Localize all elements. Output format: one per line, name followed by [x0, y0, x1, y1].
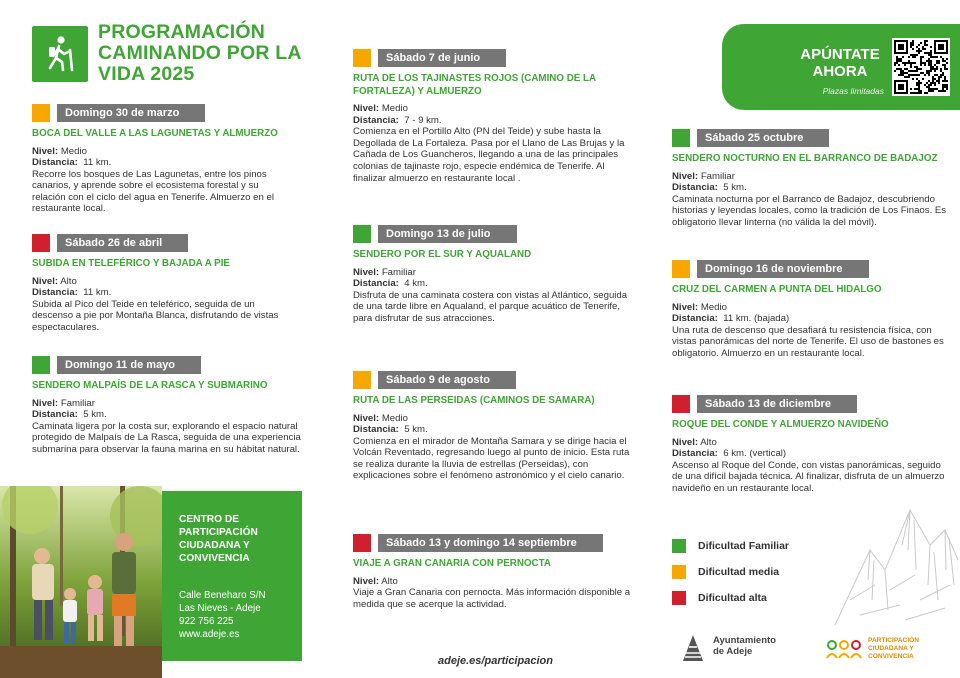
level-value: Alto — [700, 436, 717, 448]
participacion-line-1: PARTICIPACIÓN — [868, 637, 920, 644]
distance-value: 11 km. (bajada) — [723, 313, 790, 325]
distance-value: 5 km. — [83, 409, 107, 421]
distance-label: Distancia: — [32, 287, 78, 299]
event-card — [672, 128, 948, 228]
difficulty-marker — [353, 371, 371, 389]
distance-value: 5 km. — [404, 424, 428, 436]
signup-line-1: APÚNTATE — [800, 46, 880, 63]
event-description: Una ruta de descenso que desafiará tu resistencia física, con vistas panorámicas del norte de Tenerife. El uso de bastones es obligatorio. Almuerzo en un restaurante local. — [672, 324, 944, 359]
event-distance — [32, 287, 294, 299]
qr-code[interactable] — [892, 38, 950, 96]
legend-label: Dificultad Familiar — [698, 540, 790, 552]
event-description: Caminata ligera por la costa sur, explorando el espacio natural protegido de Malpaís de La Rasca, seguida de una experiencia submarina para observar la fauna marina en su hábitat natural. — [32, 420, 301, 455]
centro-heading-line: CENTRO DE — [179, 514, 239, 525]
event-card — [32, 355, 304, 455]
event-level — [353, 576, 635, 588]
level-label: Nivel: — [353, 266, 380, 278]
event-title: RUTA DE LOS TAJINASTES ROJOS (CAMINO DE LA FORTALEZA) Y ALMUERZO — [353, 73, 596, 97]
distance-label: Distancia: — [32, 157, 78, 169]
signup-note: Plazas limitadas — [822, 86, 884, 96]
centro-box — [162, 491, 302, 661]
event-description: Disfruta de una caminata costera con vistas al Atlántico, seguida de una tarde libre en Aqualand, el parque acuático de Tenerife, para disfrutar de sus atracciones. — [353, 289, 628, 324]
signup-banner[interactable] — [722, 24, 960, 110]
difficulty-marker — [353, 49, 371, 67]
event-level — [672, 302, 948, 314]
event-title: SUBIDA EN TELEFÉRICO Y BAJADA A PIE — [32, 258, 230, 269]
event-level — [672, 171, 948, 183]
event-title: BOCA DEL VALLE A LAS LAGUNETAS Y ALMUERZO — [32, 128, 278, 139]
legend-item — [672, 539, 789, 553]
event-level — [353, 413, 635, 425]
event-distance — [32, 409, 304, 421]
event-card — [672, 259, 948, 359]
distance-label: Distancia: — [353, 114, 399, 126]
difficulty-marker — [32, 356, 50, 374]
event-distance — [353, 278, 635, 290]
event-date: Sábado 9 de agosto — [378, 371, 516, 389]
event-level — [32, 146, 294, 158]
legend-swatch — [672, 539, 686, 553]
ayuntamiento-line-2: de Adeje — [713, 646, 753, 657]
event-date: Sábado 7 de junio — [378, 49, 506, 67]
event-date: Domingo 16 de noviembre — [697, 260, 869, 278]
participacion-line-3: CONVIVENCIA — [868, 653, 914, 660]
level-label: Nivel: — [32, 275, 59, 287]
level-label: Nivel: — [672, 301, 699, 313]
event-description: Caminata nocturna por el Barranco de Badajoz, descubriendo historias y leyendas locales, como la tradición de Los Finaos. Es obligatorio llevar linterna (no válida la del móvil). — [672, 193, 947, 228]
event-level — [672, 437, 948, 449]
legend-item — [672, 565, 779, 579]
level-value: Medio — [700, 301, 727, 313]
level-value: Medio — [60, 145, 87, 157]
event-title: SENDERO MALPAÍS DE LA RASCA Y SUBMARINO — [32, 380, 268, 391]
distance-label: Distancia: — [672, 313, 718, 325]
event-distance — [353, 115, 635, 127]
event-distance — [353, 424, 635, 436]
difficulty-marker — [672, 395, 690, 413]
event-date: Domingo 13 de julio — [378, 225, 517, 243]
level-label: Nivel: — [672, 170, 699, 182]
level-value: Alto — [60, 275, 77, 287]
event-date: Domingo 30 de marzo — [57, 104, 205, 122]
distance-label: Distancia: — [32, 409, 78, 421]
level-value: Medio — [381, 412, 408, 424]
ayuntamiento-logo — [681, 631, 801, 665]
level-label: Nivel: — [353, 103, 380, 114]
event-distance — [32, 157, 294, 169]
event-level — [32, 398, 304, 410]
centro-heading — [179, 513, 258, 565]
difficulty-marker — [353, 534, 371, 552]
event-title: SENDERO NOCTURNO EN EL BARRANCO DE BADAJOZ — [672, 153, 938, 164]
event-date: Sábado 13 de diciembre — [697, 395, 857, 413]
difficulty-marker — [353, 225, 371, 243]
participacion-icon — [826, 638, 862, 662]
event-date: Sábado 13 y domingo 14 septiembre — [378, 534, 603, 552]
centro-address-line: Las Nieves - Adeje — [179, 603, 261, 614]
distance-value: 6 km. (vertical) — [723, 448, 787, 460]
legend-item — [672, 591, 767, 605]
centro-address-line: 922 756 225 — [179, 616, 234, 627]
level-value: Familiar — [381, 266, 416, 278]
distance-value: 5 km. — [723, 182, 747, 194]
event-card — [353, 533, 635, 610]
participacion-logo — [826, 636, 960, 666]
centro-heading-line: PARTICIPACIÓN — [179, 527, 258, 538]
event-date: Domingo 11 de mayo — [57, 356, 201, 374]
difficulty-marker — [32, 234, 50, 252]
legend-label: Dificultad alta — [698, 592, 767, 604]
event-card — [353, 48, 635, 184]
event-distance — [672, 313, 948, 325]
event-card — [353, 224, 635, 324]
event-card — [32, 103, 294, 215]
event-title: ROQUE DEL CONDE Y ALMUERZO NAVIDEÑO — [672, 419, 889, 430]
level-value: Familiar — [700, 170, 735, 182]
event-description: Subida al Pico del Teide en teleférico, seguida de un descenso a pie por Montaña Blanca, disfrutando de vistas espectaculares. — [32, 298, 279, 333]
event-level — [353, 103, 635, 115]
hikers-photo — [0, 486, 162, 678]
level-label: Nivel: — [353, 575, 380, 587]
ayuntamiento-line-1: Ayuntamiento — [713, 635, 776, 646]
event-level — [32, 276, 294, 288]
level-label: Nivel: — [32, 397, 59, 409]
difficulty-marker — [672, 260, 690, 278]
level-label: Nivel: — [672, 436, 699, 448]
level-value: Medio — [381, 103, 408, 114]
participacion-line-2: CIUDADANA Y — [868, 645, 914, 652]
footer-url[interactable]: adeje.es/participacion — [438, 655, 553, 667]
centro-address-line[interactable]: www.adeje.es — [179, 629, 240, 640]
difficulty-marker — [32, 104, 50, 122]
event-description: Viaje a Gran Canaria con pernocta. Más información disponible a medida que se acerque la actividad. — [353, 587, 631, 610]
level-label: Nivel: — [32, 145, 59, 157]
centro-address — [179, 589, 266, 641]
legend-swatch — [672, 591, 686, 605]
event-card — [353, 370, 635, 482]
page-title: PROGRAMACIÓN CAMINANDO POR LA VIDA 2025 — [98, 21, 301, 85]
distance-label: Distancia: — [672, 182, 718, 194]
distance-value: 7 - 9 km. — [404, 114, 442, 126]
distance-label: Distancia: — [353, 424, 399, 436]
centro-address-line: Calle Beneharo S/N — [179, 590, 266, 601]
event-title: SENDERO POR EL SUR Y AQUALAND — [353, 249, 532, 260]
event-distance — [672, 182, 948, 194]
event-date: Sábado 25 octubre — [697, 129, 829, 147]
event-title: VIAJE A GRAN CANARIA CON PERNOCTA — [353, 558, 551, 569]
event-description: Recorre los bosques de Las Lagunetas, entre los pinos canarios, y aprende sobre el ecosistema forestal y su relación con el ciclo del agua en Tenerife. Almuerzo en el restaurante local. — [32, 168, 274, 215]
event-title: CRUZ DEL CARMEN A PUNTA DEL HIDALGO — [672, 284, 882, 295]
distance-value: 11 km. — [83, 287, 112, 299]
legend-swatch — [672, 565, 686, 579]
distance-value: 11 km. — [83, 157, 112, 169]
event-description: Comienza en el mirador de Montaña Samara y se dirige hacia el Volcán Reventado, regresando luego al punto de inicio. Esta ruta se realiza durante la lluvia de estrellas (Perseidas), con explicaciones sobre el fenómeno astronómico y el cielo canario. — [353, 435, 630, 482]
event-description: Ascenso al Roque del Conde, con vistas panorámicas, seguido de una difícil bajada técnica. Al finalizar, disfruta de un almuerzo navideño en un restaurante local. — [672, 459, 945, 494]
event-level — [353, 267, 635, 279]
centro-heading-line: CONVIVENCIA — [179, 553, 250, 564]
event-date: Sábado 26 de abril — [57, 234, 188, 252]
event-card — [32, 233, 294, 333]
distance-label: Distancia: — [353, 278, 399, 290]
adeje-logo-icon — [681, 631, 705, 663]
event-description: Comienza en el Portillo Alto (PN del Teide) y sube hasta la Degollada de La Fortaleza. Pasa por el Llano de Las Brujas y la Cañada de Los Guancheros, llegando a una de las principales colonias de tajinaste rojo, especie endémica de Tenerife. Al finalizar almuerzo en restaurante local . — [353, 126, 625, 184]
event-title: RUTA DE LAS PERSEIDAS (CAMINOS DE SAMARA) — [353, 395, 595, 406]
legend-label: Dificultad media — [698, 566, 780, 578]
event-distance — [672, 448, 948, 460]
distance-value: 4 km. — [404, 278, 428, 290]
level-label: Nivel: — [353, 412, 380, 424]
centro-heading-line: CIUDADANA Y — [179, 540, 250, 551]
mountain-illustration — [830, 490, 960, 630]
difficulty-marker — [672, 129, 690, 147]
signup-line-2: AHORA — [812, 63, 868, 80]
level-value: Familiar — [60, 397, 95, 409]
event-card — [672, 394, 948, 494]
hiker-icon — [32, 26, 88, 82]
level-value: Alto — [381, 575, 398, 587]
distance-label: Distancia: — [672, 448, 718, 460]
